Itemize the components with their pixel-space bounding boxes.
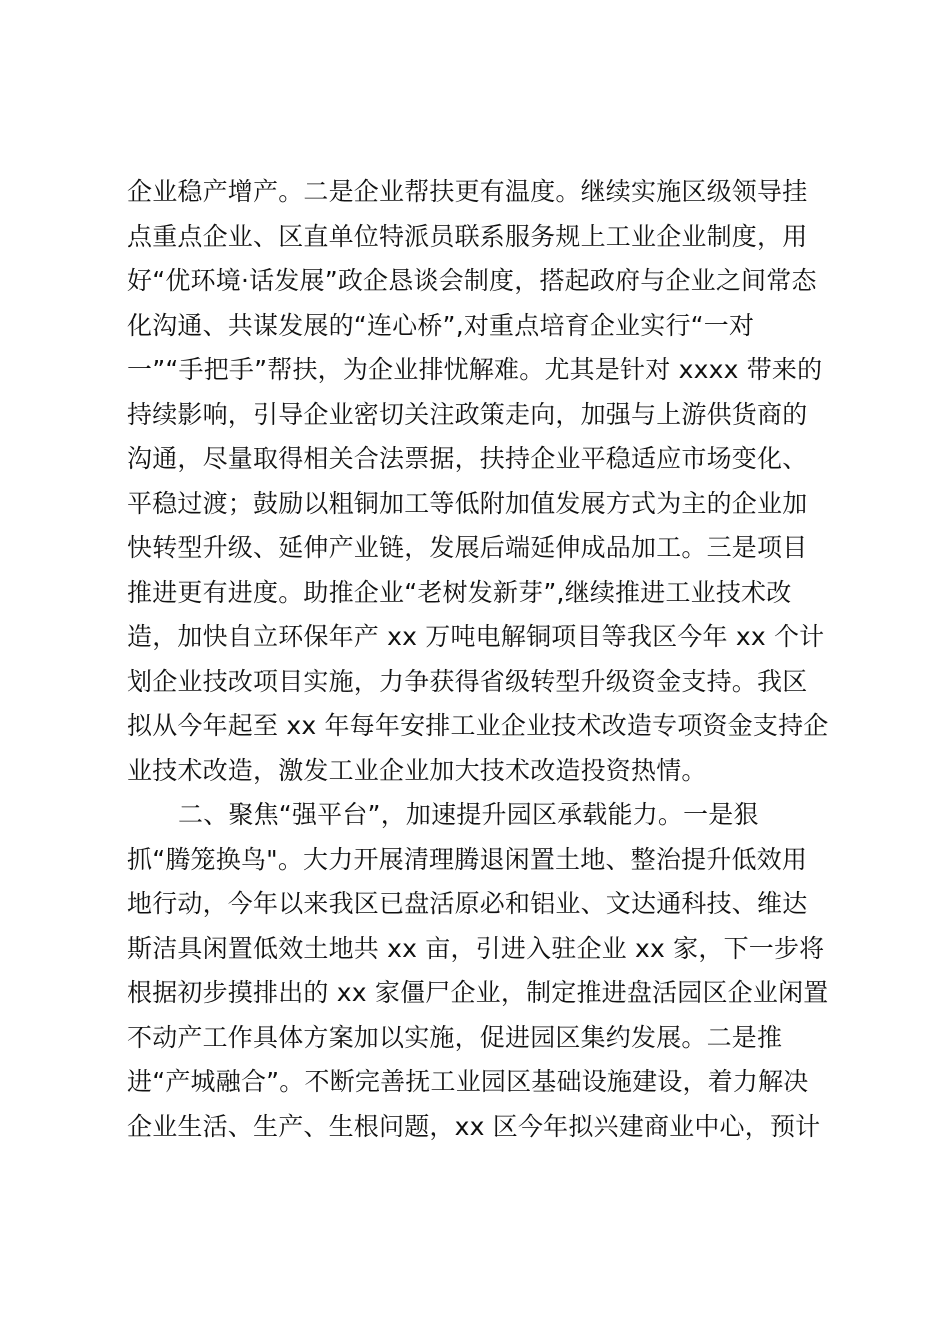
text-line: 根据初步摸排出的 xx 家僵尸企业，制定推进盘活园区企业闲置	[127, 978, 829, 1007]
text-line: 化沟通、共谋发展的“连心桥”,对重点培育企业实行“一对	[127, 310, 755, 340]
text-line: 业技术改造，激发工业企业加大技术改造投资热情。	[127, 755, 707, 785]
text-line: 企业稳产增产。二是企业帮扶更有温度。继续实施区级领导挂	[127, 177, 808, 206]
text-line: 一”“手把手”帮扶，为企业排忧解难。尤其是针对 xxxx 带来的	[127, 355, 823, 384]
text-line: 拟从今年起至 xx 年每年安排工业企业技术改造专项资金支持企	[127, 711, 829, 740]
body-text	[127, 170, 837, 1149]
text-line: 好“优环境·话发展”政企恳谈会制度，搭起政府与企业之间常态	[127, 266, 817, 295]
text-line: 划企业技改项目实施，力争获得省级转型升级资金支持。我区	[127, 666, 808, 696]
text-line: 平稳过渡；鼓励以粗铜加工等低附加值发展方式为主的企业加	[127, 488, 808, 518]
text-line: 持续影响，引导企业密切关注政策走向，加强与上游供货商的	[127, 399, 808, 429]
text-line: 抓“腾笼换鸟"。大力开展清理腾退闲置土地、整治提升低效用	[127, 844, 808, 874]
text-line: 不动产工作具体方案加以实施，促进园区集约发展。二是推	[127, 1022, 783, 1052]
text-line: 企业生活、生产、生根问题，xx 区今年拟兴建商业中心，预计	[127, 1111, 821, 1141]
text-line: 快转型升级、延伸产业链，发展后端延伸成品加工。三是项目	[127, 533, 808, 562]
section-heading-line: 二、聚焦“强平台”，加速提升园区承载能力。一是狠	[178, 800, 759, 829]
text-line: 造，加快自立环保年产 xx 万吨电解铜项目等我区今年 xx 个计	[127, 622, 825, 651]
text-line: 进“产城融合”。不断完善抚工业园区基础设施建设，着力解决	[127, 1067, 809, 1096]
text-line: 斯洁具闲置低效土地共 xx 亩，引进入驻企业 xx 家，下一步将	[127, 933, 825, 963]
text-line: 沟通，尽量取得相关合法票据，扶持企业平稳适应市场变化、	[127, 444, 808, 473]
text-line: 地行动，今年以来我区已盘活原必和铝业、文达通科技、维达	[127, 889, 808, 918]
text-line: 点重点企业、区直单位特派员联系服务规上工业企业制度，用	[127, 221, 808, 251]
text-line: 推进更有进度。助推企业“老树发新芽”,继续推进工业技术改	[127, 577, 792, 607]
